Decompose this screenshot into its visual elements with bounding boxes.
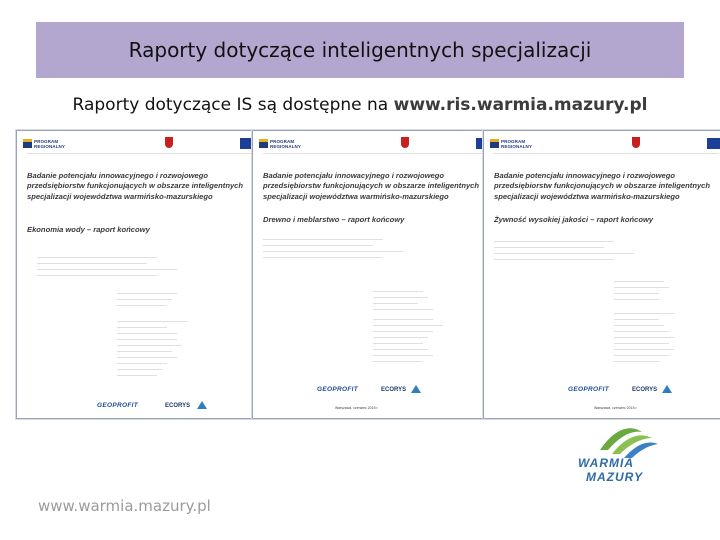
- geoprofit-logo: GEOPROFIT: [317, 386, 358, 393]
- report-logos: [259, 137, 492, 151]
- regional-crest-icon: [632, 137, 640, 148]
- brand-word-warmia: WARMIA: [578, 456, 634, 470]
- ecorys-logo: ECORYS: [165, 403, 191, 409]
- ecorys-logo: ECORYS: [632, 387, 658, 393]
- report-date: Warszawa, czerwiec 2015 r.: [594, 406, 638, 410]
- report-subtitle: Ekonomia wody – raport końcowy: [27, 225, 150, 234]
- warmia-mazury-logo: [560, 420, 690, 500]
- regional-crest-icon: [401, 137, 409, 148]
- ecorys-triangle-icon: [197, 401, 207, 409]
- report-title: Badanie potencjału innowacyjnego i rozwojowego przedsiębiorstw funkcjonujących w obszarze inteligentnych specjalizacji województwa warmińsko-mazurskiego: [27, 171, 244, 201]
- report-logos: [23, 137, 256, 151]
- program-regionalny-logo: PROGRAM REGIONALNY: [23, 137, 67, 149]
- report-date: Warszawa, czerwiec 2015 r.: [335, 406, 379, 410]
- regional-crest-icon: [165, 137, 173, 148]
- ecorys-triangle-icon: [662, 385, 672, 393]
- reports-link[interactable]: www.ris.warmia.mazury.pl: [393, 95, 648, 115]
- geoprofit-logo: GEOPROFIT: [97, 402, 138, 409]
- subtitle: [0, 95, 720, 115]
- report-subtitle: Żywność wysokiej jakości – raport końcowy: [494, 215, 654, 224]
- slide-header: [36, 22, 684, 78]
- report-footer-logos: [484, 384, 720, 396]
- report-subtitle: Drewno i meblarstwo – raport końcowy: [263, 215, 405, 224]
- ecorys-triangle-icon: [411, 385, 421, 393]
- subtitle-text: Raporty dotyczące IS są dostępne na: [72, 95, 394, 115]
- report-footer-logos: [17, 400, 262, 412]
- report-cover-ekonomia-wody[interactable]: [16, 130, 263, 419]
- report-logos: [490, 137, 720, 151]
- report-title: Badanie potencjału innowacyjnego i rozwojowego przedsiębiorstw funkcjonujących w obszarze inteligentnych specjalizacji województwa warmińsko-mazurskiego: [494, 171, 711, 201]
- ecorys-logo: ECORYS: [381, 387, 407, 393]
- report-title: Badanie potencjału innowacyjnego i rozwojowego przedsiębiorstw funkcjonujących w obszarze inteligentnych specjalizacji województwa warmińsko-mazurskiego: [263, 171, 480, 201]
- report-cover-zywnosc[interactable]: [483, 130, 720, 419]
- brand-swoosh-icon: [560, 420, 690, 460]
- footer-website-link[interactable]: www.warmia.mazury.pl: [38, 497, 211, 515]
- eu-flag-icon: [707, 138, 720, 149]
- program-regionalny-logo: PROGRAM REGIONALNY: [259, 137, 303, 149]
- report-cover-drewno-meblarstwo[interactable]: [252, 130, 499, 419]
- report-footer-logos: [253, 384, 498, 396]
- program-regionalny-logo: PROGRAM REGIONALNY: [490, 137, 534, 149]
- brand-word-mazury: MAZURY: [586, 470, 644, 484]
- geoprofit-logo: GEOPROFIT: [568, 386, 609, 393]
- slide-title: Raporty dotyczące inteligentnych specjalizacji: [128, 38, 592, 62]
